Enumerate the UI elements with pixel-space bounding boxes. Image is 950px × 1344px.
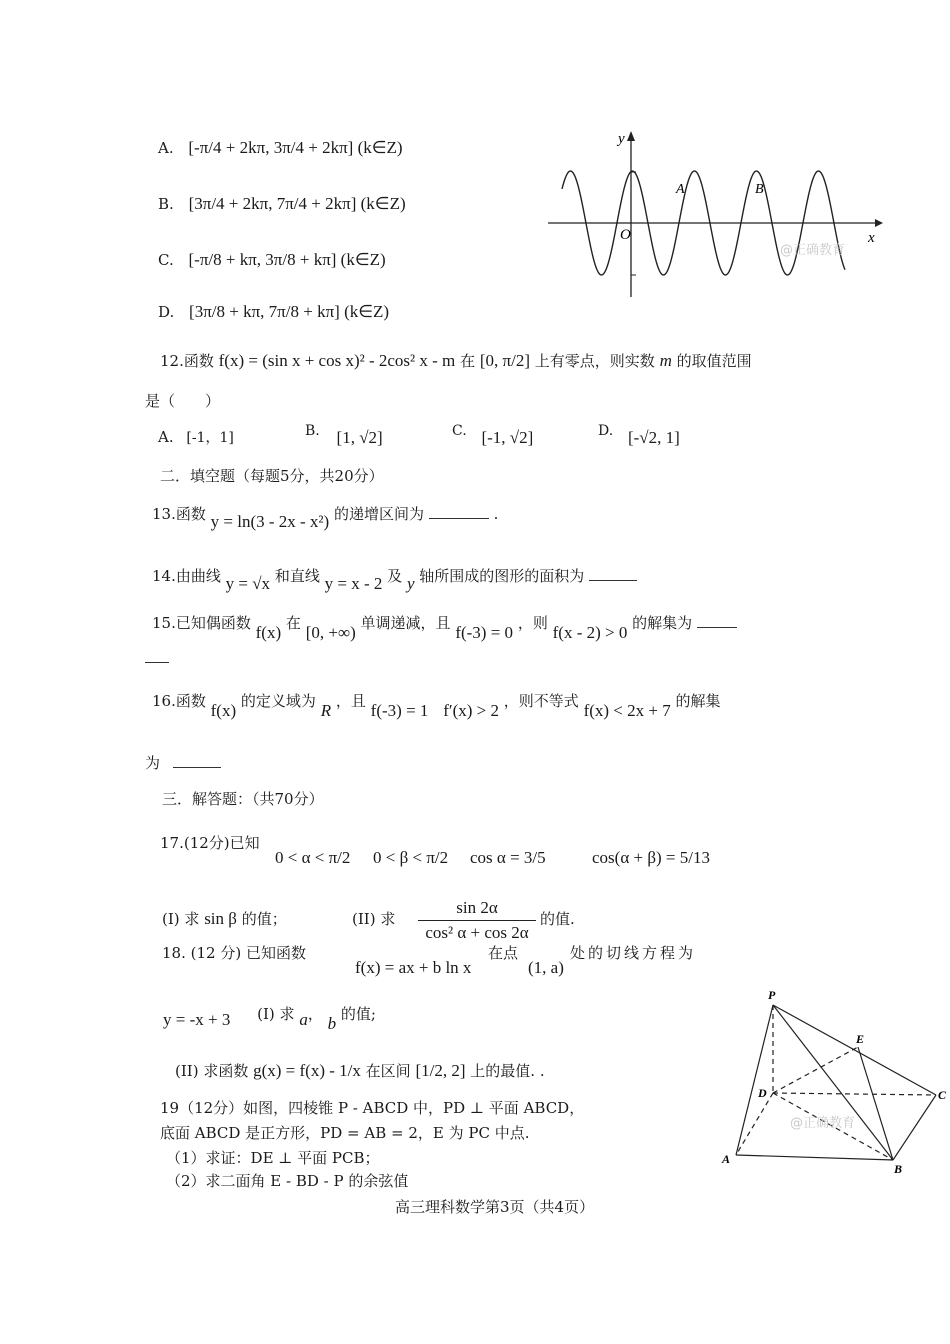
q17-part2 — [352, 908, 395, 929]
q18-part1-label: (I) 求 — [257, 1005, 295, 1023]
q19-line3: （1）求证：DE ⊥ 平面 PCB； — [166, 1149, 380, 1167]
q16-prefix: 16.函数 — [152, 692, 206, 710]
vertex-e-label: E — [856, 1032, 865, 1046]
edge-de — [773, 1047, 858, 1093]
q17-fraction-numerator: sin 2α — [456, 898, 498, 917]
q18-mid: 在点 — [488, 944, 519, 962]
q16-mid: 的定义域为 — [240, 692, 316, 710]
q17-cond1: 0 < α < π/2 — [275, 848, 351, 867]
y-axis-label: y — [618, 131, 625, 147]
q11-option-b — [158, 194, 406, 214]
q15-interval: [0, +∞) — [305, 623, 356, 642]
q12-option-d — [598, 420, 680, 447]
q16 — [152, 690, 721, 720]
q18-part1-end: 的值; — [340, 1005, 376, 1023]
q15-expr2: f(-3) = 0 — [455, 623, 514, 642]
edge-pb — [773, 1005, 893, 1160]
q17-cond4: cos(α + β) = 5/13 — [592, 848, 710, 867]
vertex-d-label: D — [758, 1086, 767, 1100]
edge-pc — [773, 1005, 936, 1095]
q18-part2-end: 上的最值. . — [470, 1062, 545, 1080]
option-label: D. — [598, 423, 614, 439]
q17-part1 — [162, 908, 287, 929]
point-b-label: B — [755, 182, 764, 197]
q12-option-b — [305, 420, 383, 447]
q13 — [152, 503, 499, 531]
q16-expr2: f(-3) = 1 — [370, 701, 429, 720]
q15-expr3: f(x - 2) > 0 — [552, 623, 628, 642]
q13-suffix: 的递增区间为 — [333, 505, 424, 523]
option-expr: [1, √2] — [336, 428, 383, 447]
q17-fraction-denominator: cos² α + cos 2α — [425, 923, 529, 942]
section-answer-heading: 三．解答题：（共70分） — [162, 790, 324, 808]
q12-suffix: 上有零点，则实数 — [534, 352, 655, 370]
option-expr: [-√2, 1] — [627, 428, 680, 447]
x-axis-label: x — [868, 230, 875, 246]
sine-graph — [540, 125, 885, 300]
q16-answer-blank[interactable] — [173, 753, 221, 768]
q16-expr3: f′(x) > 2 — [443, 701, 499, 720]
q17-part2-label: (II) 求 — [352, 910, 396, 928]
option-label: A. — [158, 139, 174, 157]
edge-pa — [736, 1005, 773, 1155]
q14-prefix: 14.由曲线 — [152, 567, 221, 585]
option-label: C. — [158, 251, 174, 269]
q18-var-a: a — [299, 1010, 308, 1029]
option-expr: [-1，1] — [186, 430, 234, 446]
q17-part1-expr: sin β — [204, 909, 237, 928]
origin-label: O — [620, 227, 631, 243]
option-expr: [-1, √2] — [481, 428, 534, 447]
q12-prefix: 12.函数 — [160, 352, 214, 370]
q15-answer-blank[interactable] — [697, 613, 737, 628]
q12-stem-line2: 是（ ） — [145, 392, 221, 410]
q14-mid: 和直线 — [274, 567, 320, 585]
q18-suffix: 处的切线方程为 — [570, 944, 697, 962]
figure-watermark: @正确教育 — [790, 1116, 856, 1131]
q11-option-d — [158, 302, 389, 322]
q16-line2-text: 为 — [145, 754, 161, 772]
q12-var: m — [659, 351, 672, 370]
q18-prefix: 18. (12 分) 已知函数 — [162, 944, 306, 962]
q16-expr4: f(x) < 2x + 7 — [583, 701, 671, 720]
fraction-bar — [418, 920, 536, 921]
q14-answer-blank[interactable] — [589, 566, 637, 581]
q11-option-a — [158, 138, 403, 158]
q17-part1-end: 的值； — [241, 910, 287, 928]
q17-cond3: cos α = 3/5 — [470, 848, 546, 867]
edge-bc — [893, 1095, 936, 1160]
q19-line2: 底面 ABCD 是正方形，PD = AB = 2，E 为 PC 中点. — [160, 1124, 530, 1142]
q12-option-a — [158, 427, 234, 447]
q15-expr1: f(x) — [255, 623, 282, 642]
q18-part2-label: (II) 求函数 — [175, 1062, 249, 1080]
q18-part2-mid: 在区间 — [365, 1062, 411, 1080]
q19-line4: （2）求二面角 E - BD - P 的余弦值 — [166, 1172, 409, 1190]
q15-mid3: ，则 — [517, 614, 548, 632]
q12-func: f(x) = (sin x + cos x)² - 2cos² x - m — [218, 351, 456, 370]
option-label: D. — [158, 303, 175, 321]
vertex-c-label: C — [938, 1088, 947, 1102]
q14 — [152, 565, 637, 593]
y-axis-arrow — [627, 131, 635, 141]
x-axis-arrow — [875, 219, 883, 227]
option-expr: [-π/8 + kπ, 3π/8 + kπ] (k∈Z) — [188, 250, 386, 269]
vertex-b-label: B — [894, 1162, 903, 1175]
q18-part1: y = -x + 3 (I) 求 a， b 的值; — [163, 1005, 376, 1033]
point-a-label: A — [676, 182, 685, 197]
q14-mid2: 及 — [387, 567, 403, 585]
q17-cond2: 0 < β < π/2 — [373, 848, 449, 867]
q16-mid2: ，且 — [335, 692, 366, 710]
option-expr: [-π/4 + 2kπ, 3π/4 + 2kπ] (k∈Z) — [188, 138, 403, 157]
q17-prefix: 17.(12分)已知 — [160, 834, 260, 852]
q15-mid: 在 — [285, 614, 301, 632]
edge-ab — [736, 1155, 893, 1160]
option-label: C. — [452, 423, 467, 439]
q13-expr: y = ln(3 - 2x - x²) — [210, 512, 330, 531]
q14-var: y — [406, 574, 415, 593]
q16-domain: R — [320, 701, 332, 720]
option-label: B. — [305, 423, 320, 439]
pyramid-figure — [718, 985, 948, 1175]
q12-stem — [160, 350, 752, 371]
q18-var-b: b — [327, 1014, 337, 1033]
q12-mid: 在 — [460, 352, 476, 370]
edge-da — [736, 1093, 773, 1155]
q18-func: f(x) = ax + b ln x — [355, 958, 472, 977]
q17-part2-end: 的值. — [540, 910, 575, 928]
q15-mid2: 单调递减，且 — [360, 614, 451, 632]
q13-answer-blank[interactable] — [429, 504, 489, 519]
option-label: B. — [158, 195, 174, 213]
q18-tangent: y = -x + 3 — [163, 1010, 231, 1029]
q18-part2-interval: [1/2, 2] — [415, 1061, 466, 1080]
q18-part2 — [175, 1060, 545, 1081]
q16-mid3: ，则不等式 — [503, 692, 579, 710]
q19-line1: 19（12分）如图，四棱锥 P - ABCD 中，PD ⊥ 平面 ABCD， — [160, 1099, 585, 1117]
q15-suffix: 的解集为 — [632, 614, 693, 632]
q17-fraction — [418, 898, 536, 943]
vertex-p-label: P — [768, 988, 776, 1002]
q18-g-func: g(x) = f(x) - 1/x — [253, 1061, 361, 1080]
edge-dc — [773, 1093, 936, 1095]
q14-expr1: y = √x — [225, 574, 271, 593]
q18-point: (1, a) — [528, 958, 564, 977]
q11-option-c — [158, 250, 386, 270]
q14-expr2: y = x - 2 — [324, 574, 383, 593]
q15-prefix: 15.已知偶函数 — [152, 614, 251, 632]
q12-interval: [0, π/2] — [479, 351, 530, 370]
q16-expr1: f(x) — [210, 701, 237, 720]
page-footer: 高三理科数学第3页（共4页） — [395, 1198, 595, 1216]
option-expr: [3π/8 + kπ, 7π/8 + kπ] (k∈Z) — [189, 302, 390, 321]
q16-line2 — [145, 752, 221, 773]
vertex-a-label: A — [722, 1152, 731, 1166]
watermark: @正确教育 — [780, 243, 846, 258]
option-label: A. — [158, 428, 174, 446]
q12-end: 的取值范围 — [676, 352, 752, 370]
q16-suffix: 的解集 — [675, 692, 721, 710]
q13-prefix: 13.函数 — [152, 505, 206, 523]
q15 — [152, 612, 737, 642]
q14-suffix: 轴所围成的图形的面积为 — [419, 567, 585, 585]
q12-option-c — [452, 420, 534, 447]
q15-answer-blank-continued[interactable] — [145, 662, 169, 663]
option-expr: [3π/4 + 2kπ, 7π/4 + 2kπ] (k∈Z) — [188, 194, 406, 213]
q13-end: . — [493, 505, 499, 523]
q17-part1-label: (I) 求 — [162, 910, 200, 928]
section-fill-in-heading: 二．填空题（每题5分，共20分） — [160, 467, 384, 485]
